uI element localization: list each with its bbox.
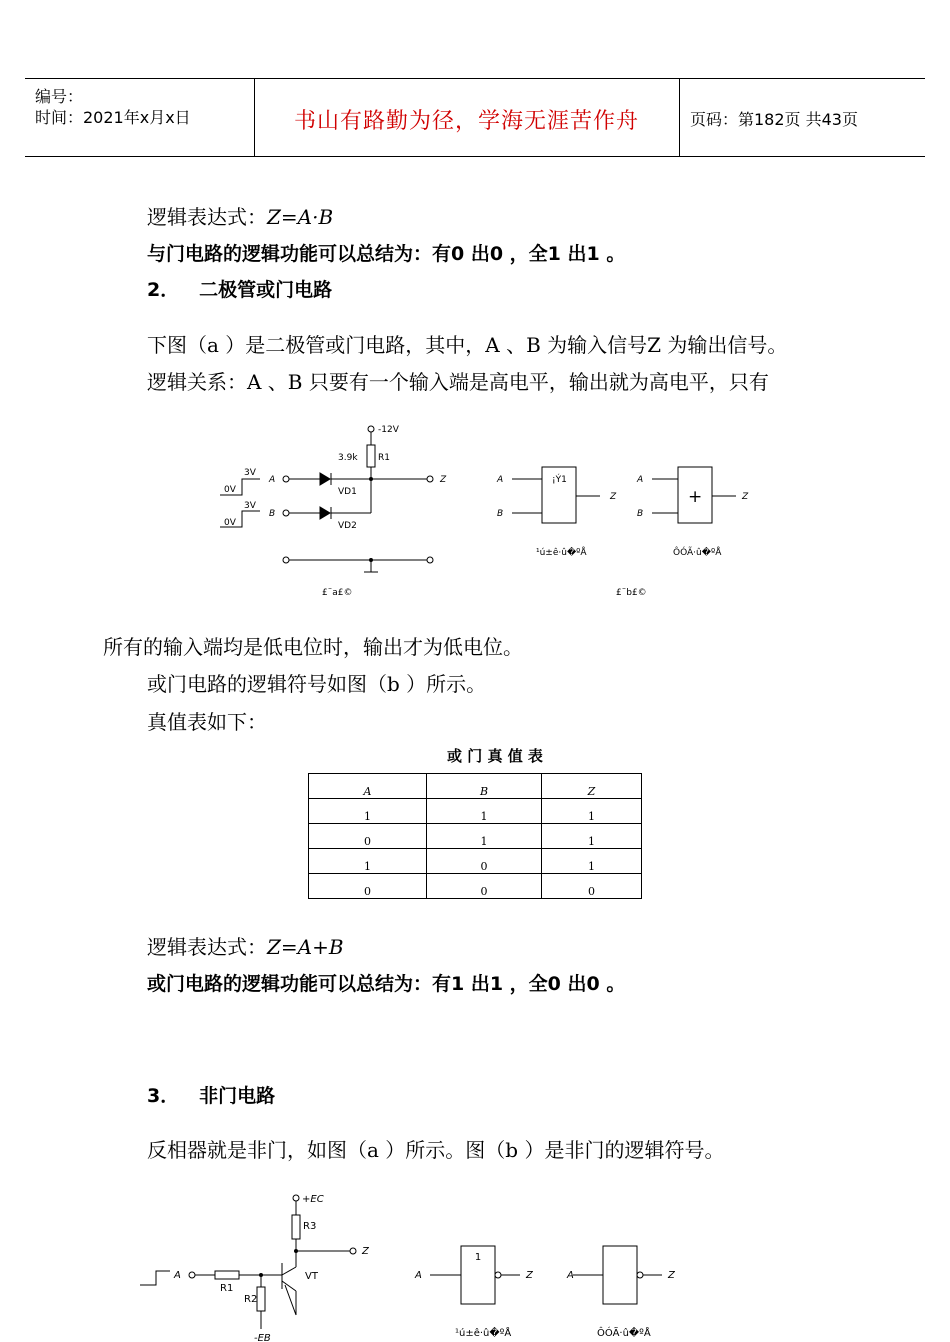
table-row <box>309 849 642 874</box>
header-meta-cell <box>25 79 255 156</box>
table-cell: 1 <box>542 849 642 874</box>
not-gate-circuit-figure <box>130 1185 830 1342</box>
or-diode2-label: VD2 <box>338 521 357 531</box>
table-row <box>309 799 642 824</box>
table-cell: 1 <box>309 799 427 824</box>
header-page-cell <box>680 79 925 156</box>
or-intro-paragraph: 下图（a ）是二极管或门电路，其中，A 、B 为输入信号Z 为输出信号。 <box>147 333 788 357</box>
not-r2-label: R2 <box>244 1294 258 1305</box>
or-resistor-value: 3.9k <box>338 453 358 463</box>
not-transistor-label: VT <box>305 1271 318 1282</box>
or-sym1-input-a: A <box>497 475 504 485</box>
or-resistor-label: R1 <box>378 453 390 463</box>
table-header-b: B <box>427 774 542 799</box>
or-expression: 逻辑表达式：Z=A+B <box>147 935 344 959</box>
table-row <box>309 874 642 899</box>
truth-table-title: 或 门 真 值 表 <box>447 747 543 765</box>
header-motto-cell <box>254 79 680 156</box>
or-sym2-input-a: A <box>637 475 644 485</box>
section-3-heading: 3． 非门电路 <box>147 1085 276 1107</box>
not-input-label: A <box>174 1270 181 1281</box>
or-wave-b-low: 0V <box>224 518 236 528</box>
not-sym1-text: 1 <box>474 1252 482 1263</box>
table-header-row <box>309 774 642 799</box>
table-cell: 1 <box>542 799 642 824</box>
or-wave-a-low: 0V <box>224 485 236 495</box>
not-sym2-caption: ÔÓÃ·û�ºÅ <box>597 1328 651 1339</box>
table-cell: 1 <box>542 824 642 849</box>
not-r1-label: R1 <box>220 1283 234 1294</box>
table-cell: 1 <box>309 849 427 874</box>
or-truth-table <box>308 773 642 899</box>
and-formula: Z=A·B <box>267 205 334 229</box>
or-summary: 或门电路的逻辑功能可以总结为：有1 出1 ，全0 出0 。 <box>147 973 626 995</box>
or-symbol-paragraph: 或门电路的逻辑符号如图（b ）所示。 <box>147 672 487 696</box>
not-bottom-label: -EB <box>254 1333 271 1342</box>
or-supply-label: -12V <box>378 425 399 435</box>
serial-label: 编号： <box>35 87 84 106</box>
or-sym2-caption: ÔÓÃ·û�ºÅ <box>673 548 722 558</box>
not-sym1-output: Z <box>526 1270 533 1281</box>
not-sym2-output: Z <box>668 1270 675 1281</box>
table-header-z: Z <box>542 774 642 799</box>
and-expression: 逻辑表达式：Z=A·B <box>147 205 334 229</box>
not-sym1-caption: ¹ú±ê·û�ºÅ <box>455 1328 512 1339</box>
section-2-heading: 2． 二极管或门电路 <box>147 279 333 301</box>
or-relation-paragraph: 逻辑关系：A 、B 只要有一个输入端是高电平，输出就为高电平，只有 <box>147 370 769 394</box>
or-input-a-label: A <box>269 475 276 485</box>
motto: 书山有路勤为径，学海无涯苦作舟 <box>293 109 639 134</box>
or-sym2-input-b: B <box>637 509 644 519</box>
or-output-label: Z <box>440 475 447 485</box>
or-sym1-text: ¡Ý1 <box>552 475 567 485</box>
page-info: 页码：第182页 共43页 <box>690 110 858 129</box>
or-fig-b-caption: £¨b£© <box>616 588 647 598</box>
table-header-a: A <box>309 774 427 799</box>
page-header <box>25 78 925 157</box>
or-diode1-label: VD1 <box>338 487 357 497</box>
time-label: 时间：2021年x月x日 <box>35 108 191 127</box>
or-input-b-label: B <box>269 509 276 519</box>
or-sym1-output: Z <box>610 492 617 502</box>
or-wave-b-high: 3V <box>244 501 256 511</box>
or-low-paragraph: 所有的输入端均是低电位时，输出才为低电位。 <box>103 635 523 659</box>
table-cell: 0 <box>309 874 427 899</box>
or-sym1-caption: ¹ú±ê·û�ºÅ <box>536 548 587 558</box>
table-cell: 0 <box>427 874 542 899</box>
not-sym2-input: A <box>567 1270 574 1281</box>
not-sym1-input: A <box>415 1270 422 1281</box>
or-sym2-text: + <box>688 487 703 507</box>
not-output-label: Z <box>362 1246 369 1257</box>
table-cell: 0 <box>542 874 642 899</box>
truth-table-intro: 真值表如下： <box>147 710 267 734</box>
and-summary: 与门电路的逻辑功能可以总结为：有0 出0 ，全1 出1 。 <box>147 243 626 265</box>
table-cell: 0 <box>427 849 542 874</box>
or-gate-circuit-figure <box>200 415 760 605</box>
or-formula: Z=A+B <box>267 935 344 959</box>
table-cell: 1 <box>427 824 542 849</box>
or-fig-a-caption: £¨a£© <box>322 588 353 598</box>
or-sym1-input-b: B <box>497 509 504 519</box>
table-row <box>309 824 642 849</box>
table-cell: 1 <box>427 799 542 824</box>
or-sym2-output: Z <box>742 492 749 502</box>
table-cell: 0 <box>309 824 427 849</box>
not-supply-label: +EC <box>302 1194 324 1205</box>
not-r3-label: R3 <box>303 1221 317 1232</box>
or-wave-a-high: 3V <box>244 468 256 478</box>
not-intro-paragraph: 反相器就是非门，如图（a ）所示。图（b ）是非门的逻辑符号。 <box>147 1138 725 1162</box>
